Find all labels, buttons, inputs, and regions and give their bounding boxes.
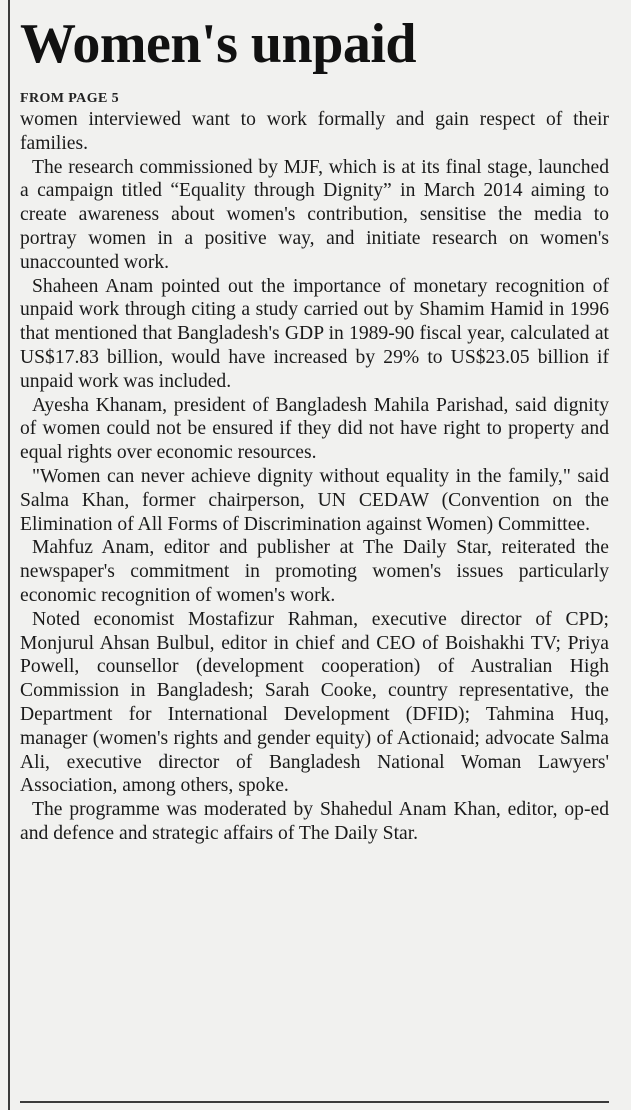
column-bottom-rule <box>20 1101 609 1103</box>
article-paragraph: Ayesha Khanam, president of Bangladesh Mahila Parishad, said dignity of women could not be ensured if they did not have right to property and equal rights over economic resources. <box>20 394 609 464</box>
article-paragraph: women interviewed want to work formally and gain respect of their families. <box>20 109 609 154</box>
article-paragraph: Mahfuz Anam, editor and publisher at The Daily Star, reiterated the newspaper's commitment in promoting women's issues particularly economic recognition of women's work. <box>20 537 609 606</box>
column-left-rule <box>8 0 10 1110</box>
article-headline: Women's unpaid <box>20 13 417 75</box>
article-paragraph: The programme was moderated by Shahedul Anam Khan, editor, op-ed and defence and strategic affairs of The Daily Star. <box>20 799 609 844</box>
article-paragraph: Noted economist Mostafizur Rahman, executive director of CPD; Monjurul Ahsan Bulbul, editor in chief and CEO of Boishakhi TV; Priya Powell, counsellor (development cooperation) of Australian High Commission in Bangladesh; Sarah Cooke, country representative, the Department for International Development (DFID); Tahmina Huq, manager (women's rights and gender equity) of Actionaid; advocate Salma Ali, executive director of Bangladesh National Woman Lawyers' Association, among others, spoke. <box>20 608 609 797</box>
article-body <box>20 108 609 846</box>
article-paragraph: "Women can never achieve dignity without equality in the family," said Salma Khan, former chairperson, UN CEDAW (Convention on the Elimination of All Forms of Discrimination against Women) Committee. <box>20 465 609 535</box>
article-paragraph: Shaheen Anam pointed out the importance of monetary recognition of unpaid work through citing a study carried out by Shamim Hamid in 1996 that mentioned that Bangladesh's GDP in 1989-90 fiscal year, calculated at US$17.83 billion, would have increased by 29% to US$23.05 billion if unpaid work was included. <box>20 275 609 392</box>
article-paragraph: The research commissioned by MJF, which is at its final stage, launched a campaign titled “Equality through Dignity” in March 2014 aiming to create awareness about women's contribution, sensitise the media to portray women in a positive way, and initiate research on women's unaccounted work. <box>20 156 609 273</box>
news-article <box>20 8 609 846</box>
continuation-label: FROM PAGE 5 <box>20 91 120 106</box>
